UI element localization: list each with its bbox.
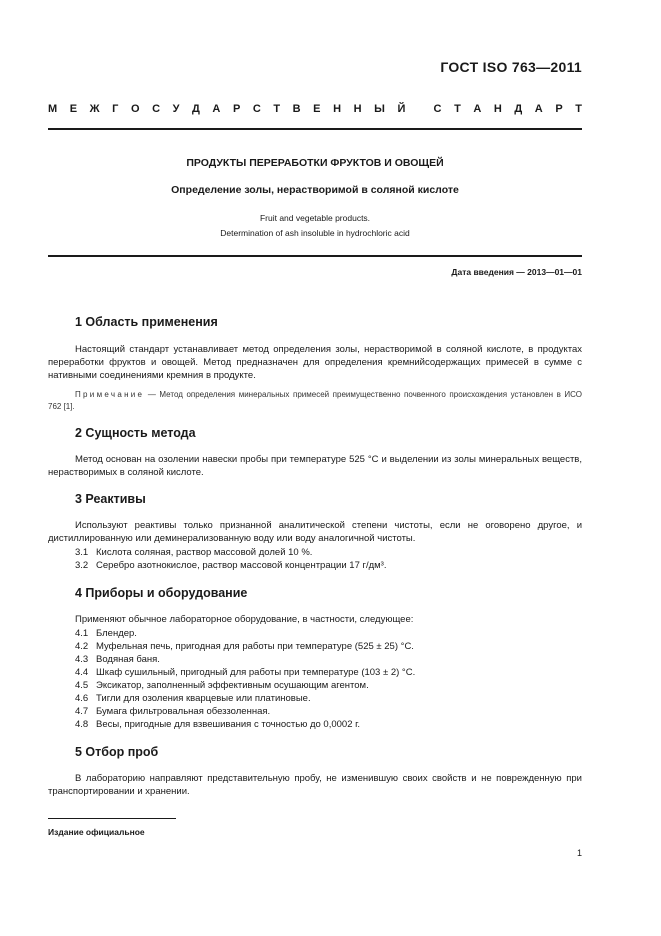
item-number: 4.4 [75, 667, 89, 678]
section-3-paragraph [48, 519, 582, 545]
item-text: Весы, пригодные для взвешивания с точностью до 0,0002 г. [96, 719, 361, 730]
section-4-heading: 4 Приборы и оборудование [75, 586, 248, 600]
banner-letter: Т [454, 103, 461, 115]
banner-letter: У [172, 103, 180, 115]
section-2-paragraph [48, 453, 582, 479]
page-number: 1 [576, 848, 582, 858]
banner-letter: С [433, 103, 442, 115]
banner-letter: Р [232, 103, 241, 115]
item-text: Серебро азотнокислое, раствор массовой концентрации 17 г/дм³. [96, 560, 387, 571]
item-text: Кислота соляная, раствор массовой долей 10 %. [96, 547, 313, 558]
section-4-item [75, 666, 415, 679]
document-subtitle: Определение золы, нерастворимой в соляной кислоте [171, 184, 459, 196]
section-3-paragraph-text: Используют реактивы только признанной аналитической степени чистоты, если не оговорено другое, и дистиллированную или деминерализованную воду или воду аналогичной чистоты. [48, 520, 582, 544]
banner-letter: Н [333, 103, 342, 115]
item-text: Блендер. [96, 628, 137, 639]
section-3-item [75, 546, 312, 559]
item-text: Водяная баня. [96, 654, 160, 665]
banner-letter: М [48, 103, 58, 115]
item-number: 4.1 [75, 628, 89, 639]
item-number: 4.7 [75, 706, 89, 717]
item-number: 3.1 [75, 547, 89, 558]
banner-letter: Е [69, 103, 78, 115]
interstate-standard-banner [48, 103, 582, 115]
banner-word-gap [418, 103, 421, 115]
item-text: Шкаф сушильный, пригодный для работы при температуре (103 ± 2) °С. [96, 667, 416, 678]
document-code: ГОСТ ISO 763—2011 [440, 59, 582, 75]
item-text: Эксикатор, заполненный эффективным осушающим агентом. [96, 680, 369, 691]
item-text: Муфельная печь, пригодная для работы при температуре (525 ± 25) °С. [96, 641, 414, 652]
section-4-item [75, 718, 360, 731]
banner-letter: Й [397, 103, 406, 115]
middle-rule [48, 255, 582, 257]
note-label: Примечание [75, 390, 145, 399]
banner-letter: Р [555, 103, 563, 115]
section-4-item [75, 627, 137, 640]
item-text: Тигли для озоления кварцевые или платиновые. [96, 693, 311, 704]
banner-letter: Д [192, 103, 200, 115]
banner-letter: С [252, 103, 261, 115]
item-number: 3.2 [75, 560, 89, 571]
english-title [48, 211, 582, 241]
banner-letter: Ы [374, 103, 385, 115]
item-number: 4.5 [75, 680, 89, 691]
banner-letter: Н [353, 103, 362, 115]
section-4-intro [48, 613, 582, 626]
item-number: 4.3 [75, 654, 89, 665]
footer-rule [48, 818, 176, 819]
banner-letter: Н [493, 103, 502, 115]
item-text: Бумага фильтровальная обеззоленная. [96, 706, 271, 717]
english-title-line-1: Fruit and vegetable products. [259, 213, 371, 223]
item-number: 4.2 [75, 641, 89, 652]
section-3-item [75, 559, 387, 572]
section-1-paragraph [48, 343, 582, 382]
banner-letter: Ж [89, 103, 100, 115]
section-3-heading: 3 Реактивы [75, 492, 146, 506]
banner-letter: О [130, 103, 140, 115]
document-title: ПРОДУКТЫ ПЕРЕРАБОТКИ ФРУКТОВ И ОВОЩЕЙ [186, 157, 444, 169]
section-4-intro-text: Применяют обычное лабораторное оборудование, в частности, следующее: [75, 614, 414, 625]
section-1-heading: 1 Область применения [75, 315, 218, 329]
banner-letter: Е [313, 103, 321, 115]
banner-letter: А [534, 103, 543, 115]
banner-letter: Т [273, 103, 281, 115]
banner-letter: В [292, 103, 301, 115]
banner-letter: С [152, 103, 161, 115]
section-4-item [75, 653, 160, 666]
section-1-paragraph-text: Настоящий стандарт устанавливает метод определения золы, нерастворимой в соляной кислоте, в продуктах переработки фруктов и овощей. Метод предназначен для определения кремнийсодержащих примесей в сумме с нативными соединениями кремния в продукте. [48, 344, 582, 381]
section-4-item [75, 679, 369, 692]
section-2-heading: 2 Сущность метода [75, 426, 196, 440]
section-5-heading: 5 Отбор проб [75, 745, 159, 759]
section-2-paragraph-text: Метод основан на озолении навески пробы при температуре 525 °С и выделении из золы минеральных веществ, нерастворимых в соляной кислоте. [48, 454, 582, 478]
section-1-note [48, 389, 582, 413]
item-number: 4.6 [75, 693, 89, 704]
banner-letter: Д [514, 103, 523, 115]
banner-letter: Т [575, 103, 582, 115]
banner-letter: Г [112, 103, 119, 115]
section-5-paragraph-text: В лабораторию направляют представительную пробу, не изменившую своих свойств и не поврежденную при транспортировании и хранении. [48, 773, 582, 797]
banner-letter: А [212, 103, 221, 115]
official-edition-label: Издание официальное [48, 827, 145, 837]
item-number: 4.8 [75, 719, 89, 730]
section-4-item [75, 640, 414, 653]
section-4-item [75, 692, 311, 705]
section-4-item [75, 705, 270, 718]
top-rule [48, 128, 582, 130]
note-text: — Метод определения минеральных примесей преимущественно почвенного происхождения установлен в ИСО 762 [1]. [48, 390, 582, 411]
introduction-date: Дата введения — 2013—01—01 [451, 267, 582, 277]
section-5-paragraph [48, 772, 582, 798]
banner-letter: А [473, 103, 482, 115]
english-title-line-2: Determination of ash insoluble in hydrochloric acid [220, 228, 410, 238]
